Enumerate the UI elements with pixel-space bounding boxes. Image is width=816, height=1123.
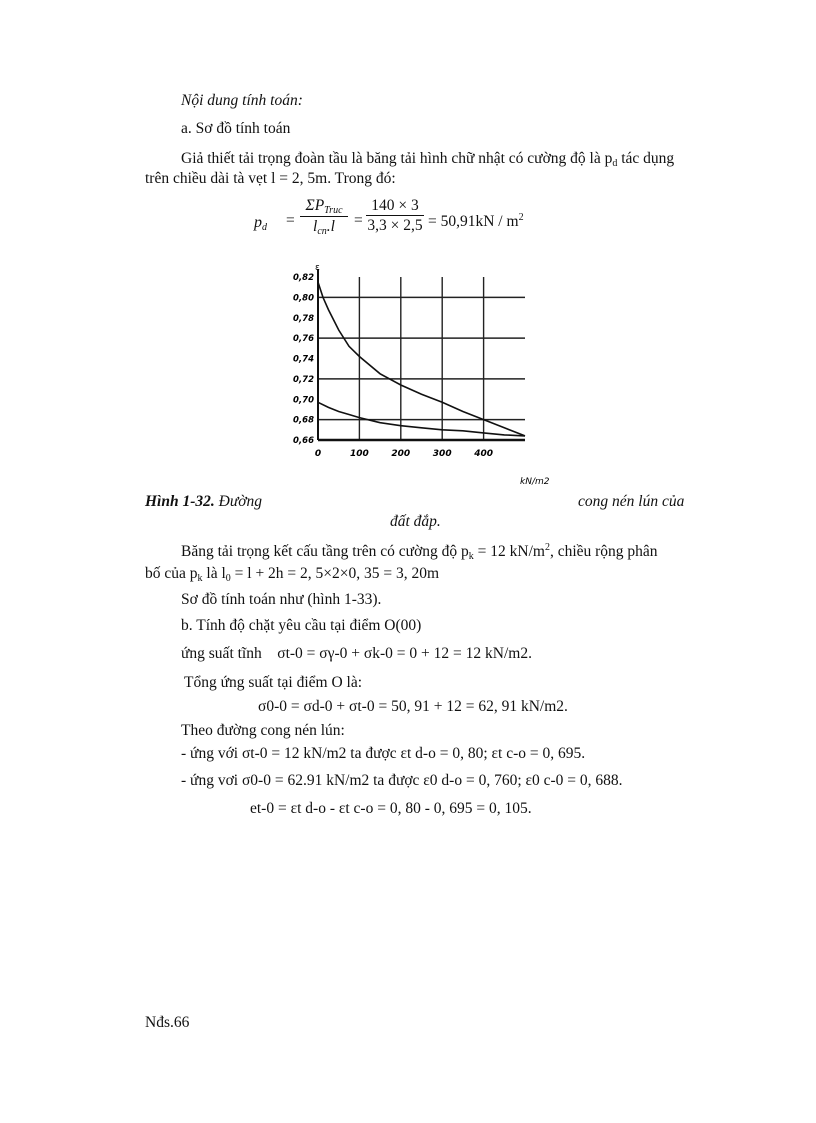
para2-line1: Băng tải trọng kết cấu tầng trên có cường độ $p_k = 12$ $kN/m^2$, chiều rộng phân — [181, 542, 658, 562]
result-equation: et-0 = εt d-o - εt c-o = 0, 80 - 0, 695 = 0, 105. — [250, 800, 532, 817]
x-tick-label: 100 — [350, 449, 369, 459]
para3: Sơ đồ tính toán như (hình 1-33). — [181, 591, 382, 608]
chart-series — [318, 282, 525, 436]
y-tick-label: 0,80 — [293, 293, 314, 304]
bullet-1: - ứng với σt-0 = 12 kN/m2 ta được εt d-o = 0, 80; εt c-o = 0, 695. — [181, 745, 586, 762]
para2-line2: bố của $p_k$ là $l_0 = l + 2h = 2$, 5×2×0, 35 = 3, 20m — [145, 565, 440, 584]
y-tick-label: 0,72 — [293, 374, 314, 385]
series-line-1 — [318, 282, 525, 436]
y-tick-label: 0,70 — [293, 395, 314, 406]
total-stress-equation: σ0-0 = σd-0 + σt-0 = 50, 91 + 12 = 62, 91 kN/m2. — [258, 698, 568, 715]
stress-line: ứng suất tĩnh σt-0 = σγ-0 + σk-0 = 0 + 12 = 12 kN/m2. — [181, 645, 532, 662]
compression-curve-chart — [280, 262, 560, 494]
x-tick-label: 200 — [391, 449, 411, 459]
y-tick-label: 0,68 — [293, 415, 314, 426]
y-tick-label: 0,66 — [293, 436, 314, 446]
y-tick-labels — [293, 273, 314, 446]
curve-label: Theo đường cong nén lún: — [181, 722, 345, 739]
part-b-heading: b. Tính độ chặt yêu cầu tại điểm O(00) — [181, 617, 422, 634]
x-axis-label: kN/m2 — [520, 477, 550, 487]
x-tick-label: 0 — [314, 449, 322, 459]
y-tick-label: 0,74 — [293, 354, 314, 365]
figure-caption-line2: đất đắp. — [390, 513, 441, 530]
para1-line2: trên chiều dài tà vẹt l = 2, 5m. Trong đó: — [145, 170, 396, 187]
section-heading: Nội dung tính toán: — [181, 92, 303, 109]
para1-line1: Giả thiết tải trọng đoàn tầu là băng tải hình chữ nhật có cường độ là $p_d$ tác dụng — [181, 150, 675, 169]
y-tick-label: 0,76 — [293, 334, 314, 345]
total-stress-label: Tổng ứng suất tại điểm O là: — [184, 674, 363, 691]
y-tick-label: 0,78 — [293, 313, 314, 324]
y-axis-label: ε — [315, 263, 320, 273]
part-a-heading: a. Sơ đồ tính toán — [181, 120, 291, 137]
figure-caption-right: cong nén lún của — [578, 493, 685, 510]
x-tick-labels — [315, 449, 493, 459]
x-tick-label: 400 — [474, 449, 493, 459]
x-tick-label: 300 — [432, 449, 452, 459]
chart-grid — [318, 277, 525, 440]
page-footer: Nđs.66 — [145, 1014, 190, 1031]
figure-caption: Hình 1-32. Đường — [145, 493, 263, 510]
y-tick-label: 0,82 — [293, 273, 314, 283]
bullet-2: - ứng vơi σ0-0 = 62.91 kN/m2 ta được ε0 d-o = 0, 760; ε0 c-0 = 0, 688. — [181, 772, 623, 789]
